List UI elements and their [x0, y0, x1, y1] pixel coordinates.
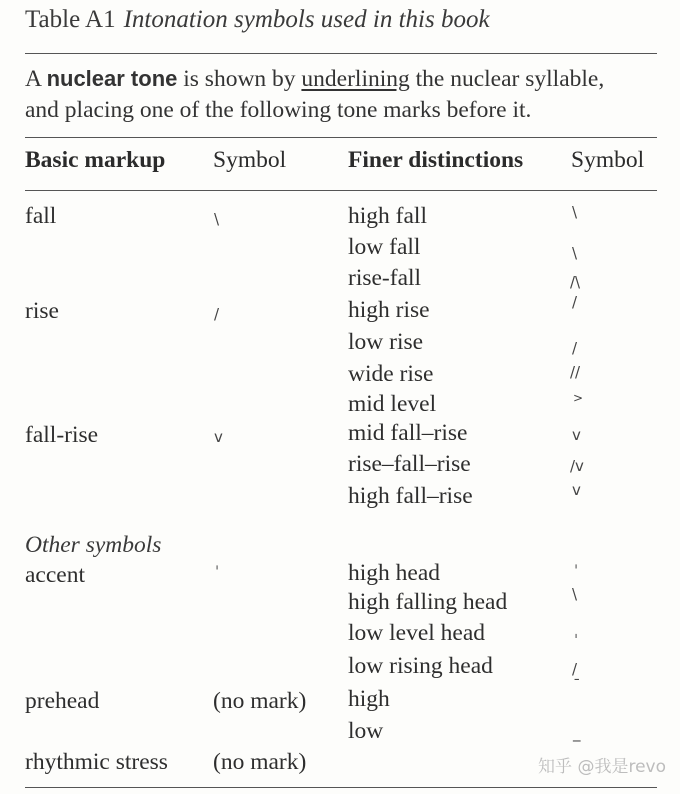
basic-row-name: fall — [25, 203, 57, 229]
other-basic-name: accent — [25, 562, 86, 588]
header-rule — [25, 190, 657, 191]
underlining-term: underlining — [301, 66, 410, 92]
other-basic-symbol: ˈ — [215, 563, 220, 581]
finer-row-name: mid level — [348, 391, 437, 417]
other-finer-symbol: / — [572, 660, 578, 678]
basic-row-name: fall-rise — [25, 422, 99, 448]
watermark: 知乎 @我是revo — [538, 757, 666, 777]
other-finer-name: high head — [348, 560, 441, 586]
header-symbol-1: Symbol — [213, 147, 287, 173]
finer-row-name: low fall — [348, 234, 421, 260]
finer-row-symbol: > — [573, 391, 584, 405]
basic-row-symbol: v — [214, 428, 223, 446]
header-symbol-2: Symbol — [571, 147, 645, 173]
other-finer-name: high falling head — [348, 589, 508, 615]
other-finer-symbol: ¯ — [573, 676, 581, 694]
other-finer-symbol: ˈ — [574, 562, 579, 580]
intro-line-1: A nuclear tone is shown by underlining the nuclear syllable, — [25, 66, 605, 92]
other-basic-name: prehead — [25, 688, 100, 714]
basic-row-symbol: \ — [214, 210, 220, 228]
other-basic-symbol: (no mark) — [213, 749, 307, 775]
other-symbols-heading: Other symbols — [25, 532, 162, 558]
intro-line-2: and placing one of the following tone marks before it. — [25, 97, 532, 123]
bottom-rule — [25, 787, 657, 788]
finer-row-symbol: \ — [572, 244, 578, 262]
basic-row-symbol: / — [214, 305, 220, 323]
finer-row-name: rise–fall–rise — [348, 451, 471, 477]
other-finer-symbol: _ — [573, 724, 581, 742]
finer-row-name: wide rise — [348, 361, 434, 387]
finer-row-symbol: v — [572, 426, 581, 444]
table-label: Table A1 — [25, 6, 116, 33]
finer-row-name: low rise — [348, 329, 424, 355]
other-basic-name: rhythmic stress — [25, 749, 168, 775]
finer-row-name: high fall–rise — [348, 483, 473, 509]
finer-row-name: mid fall–rise — [348, 420, 468, 446]
finer-row-symbol: \ — [572, 203, 578, 221]
other-finer-name: low rising head — [348, 653, 493, 679]
other-finer-name: low level head — [348, 620, 486, 646]
other-finer-name: low — [348, 718, 384, 744]
finer-row-symbol: /\ — [570, 273, 581, 291]
basic-row-name: rise — [25, 298, 59, 324]
finer-row-name: high fall — [348, 203, 427, 229]
other-finer-symbol: \ — [572, 585, 578, 603]
header-finer-distinctions: Finer distinctions — [348, 147, 524, 173]
finer-row-symbol: // — [570, 363, 581, 381]
top-rule — [25, 53, 657, 54]
header-basic-markup: Basic markup — [25, 147, 166, 173]
other-finer-name: high — [348, 686, 390, 712]
intro-rule — [25, 137, 657, 138]
other-basic-symbol: (no mark) — [213, 688, 307, 714]
table-caption: Intonation symbols used in this book — [123, 6, 490, 33]
finer-row-name: rise-fall — [348, 265, 422, 291]
finer-row-symbol: / — [572, 293, 578, 311]
finer-row-symbol: v — [572, 481, 581, 499]
other-finer-symbol: ˌ — [574, 622, 579, 640]
table-title — [25, 6, 490, 34]
finer-row-name: high rise — [348, 297, 430, 323]
finer-row-symbol: /v — [570, 457, 584, 475]
finer-row-symbol: / — [572, 339, 578, 357]
nuclear-tone-term: nuclear tone — [46, 66, 178, 91]
